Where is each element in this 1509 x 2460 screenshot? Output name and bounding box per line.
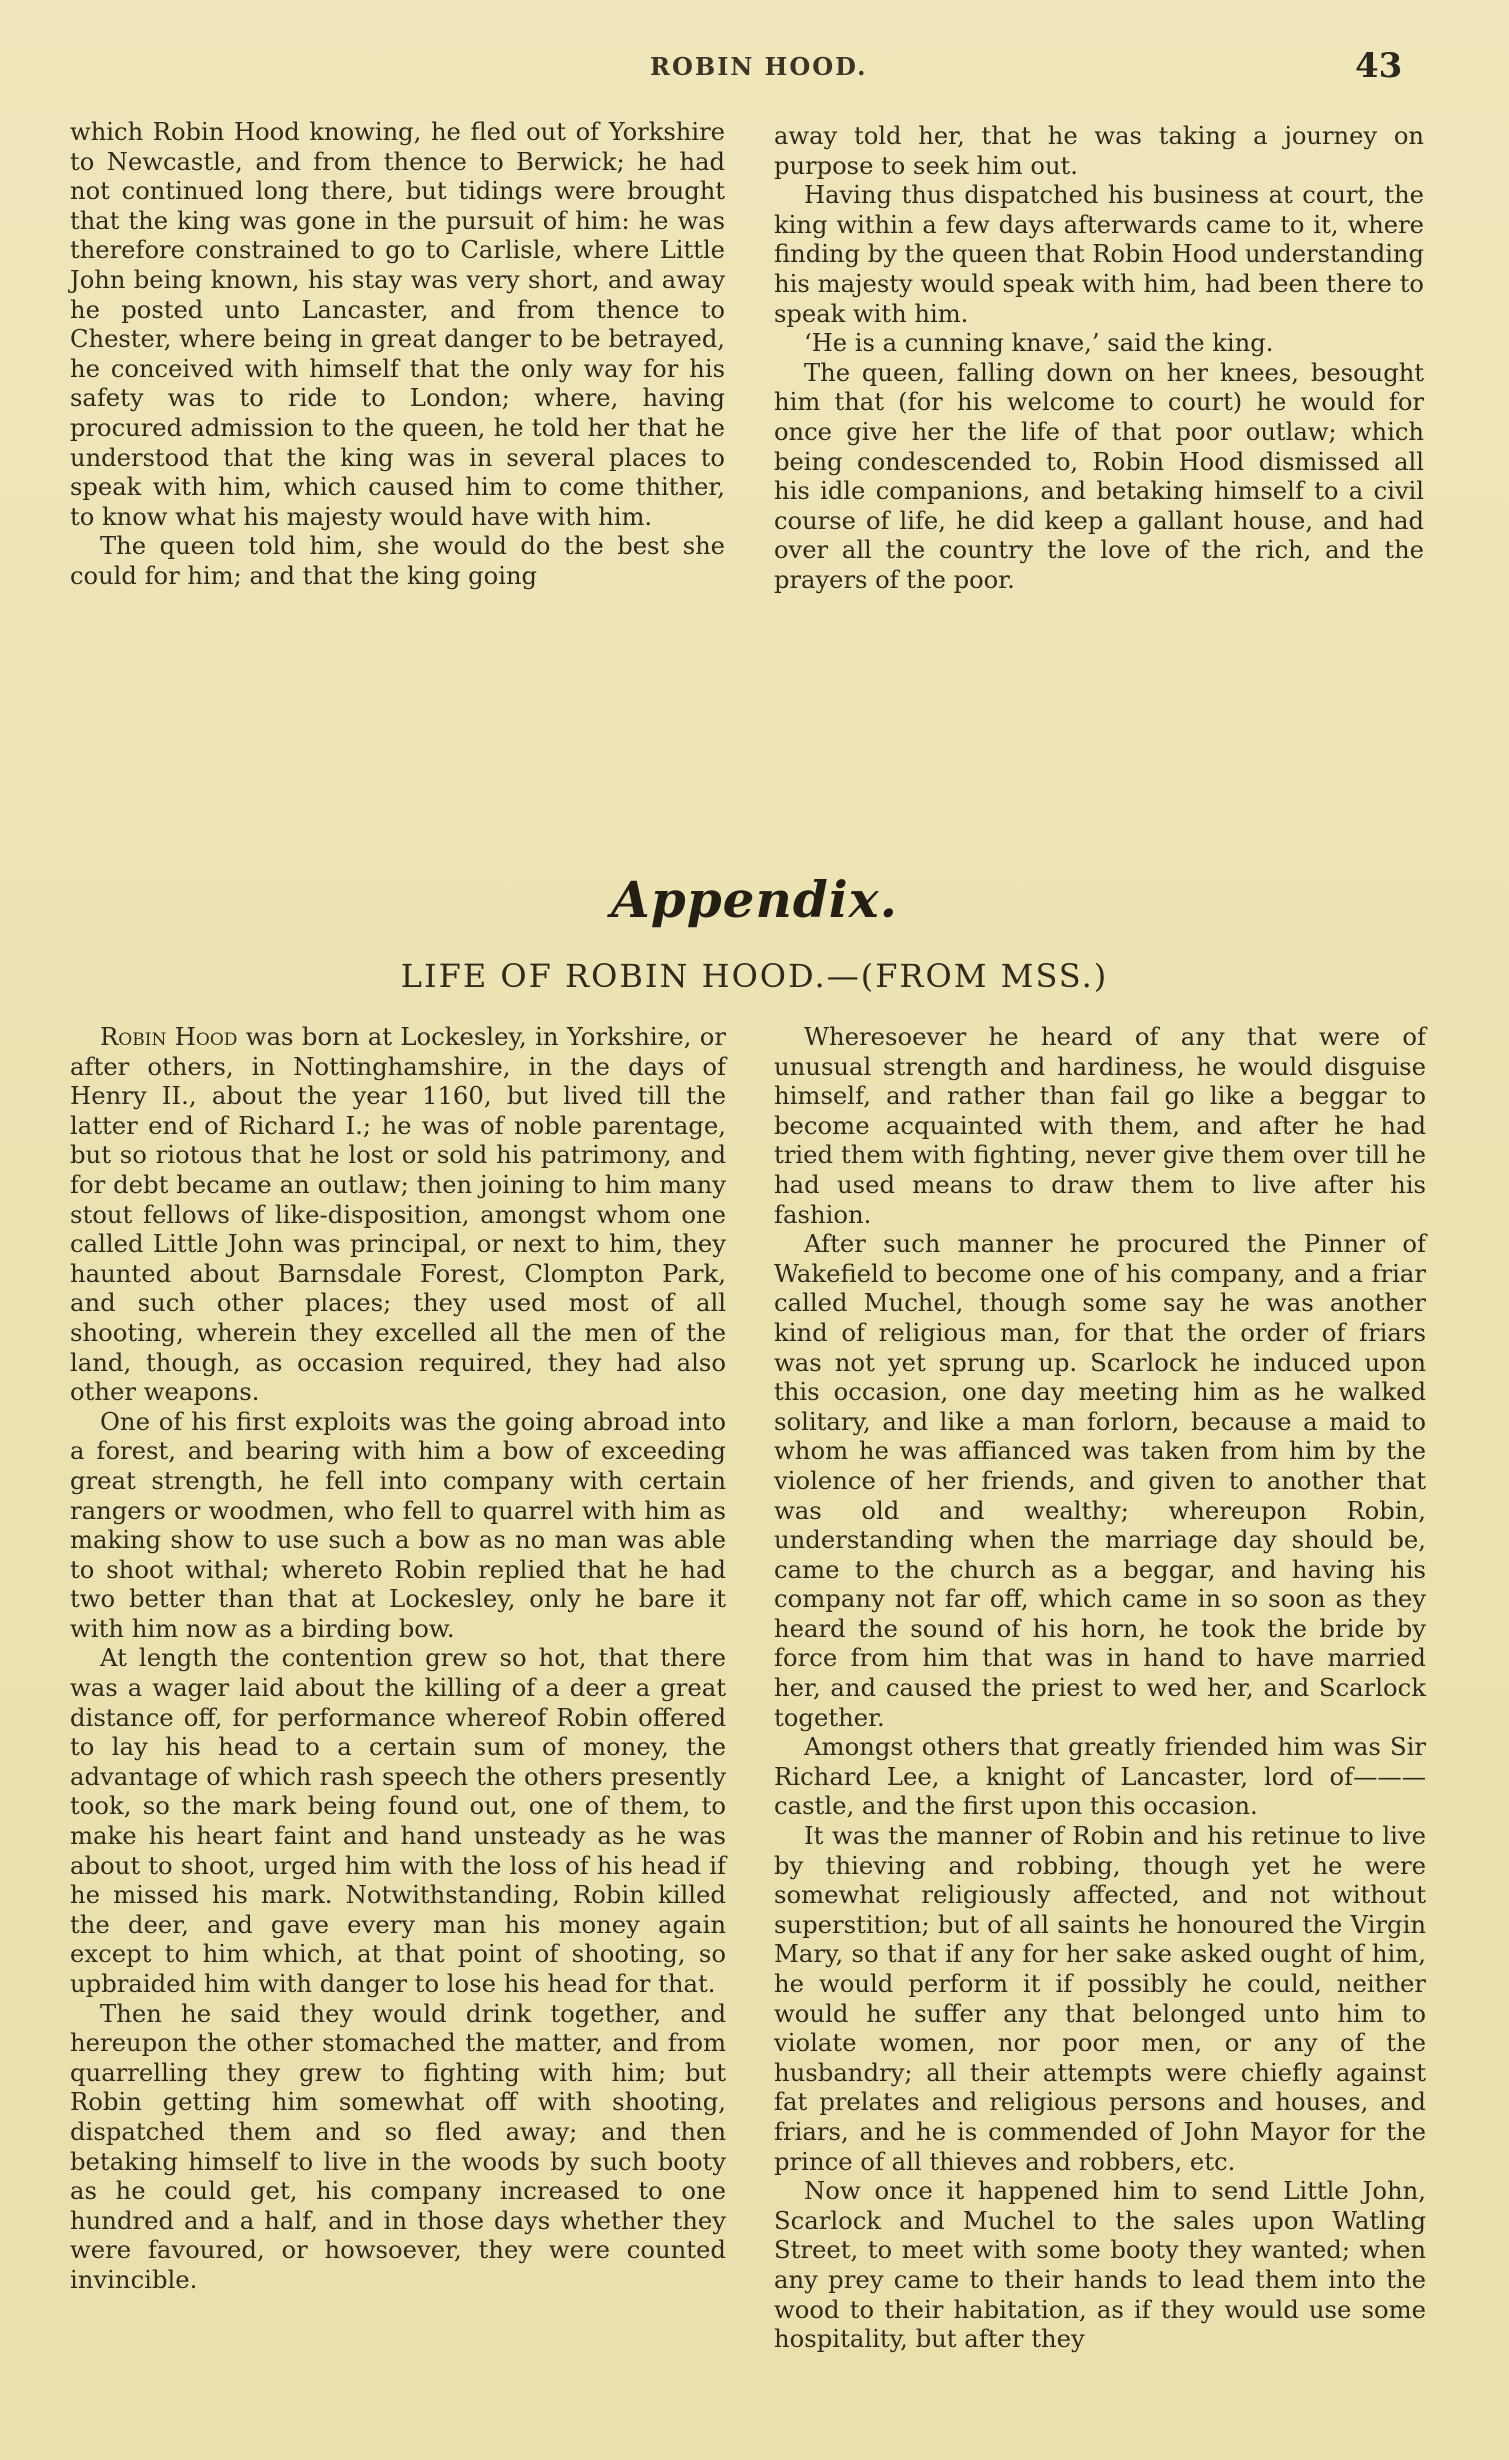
paragraph-text: was born at Lockesley, in Yorkshire, or after others, in Nottinghamshire, in the days of Henry II., about the year 1160, but lived till the latter end of Richard I.; he was of noble parentage, but so riotous that he lost or sold his patrimony, and for debt became an outlaw; then joining to him many stout fellows of like-disposition, amongst whom one called Little John was principal, or next to him, they haunted about Barnsdale Forest, Clompton Park, and such other places; they used most of all shooting, wherein they excelled all the men of the land, though, as occasion required, they had also other weapons. bbox=[70, 1022, 726, 1407]
lead-name: Robin Hood bbox=[100, 1022, 238, 1051]
paragraph: The queen, falling down on her knees, besought him that (for his welcome to court) he would for once give her the life of that poor outlaw; which being condescended to, Robin Hood dismissed all his idle companions, and betaking himself to a civil course of life, he did keep a gallant house, and had over all the country the love of the rich, and the prayers of the poor. bbox=[774, 358, 1424, 594]
paragraph: Having thus dispatched his business at court, the king within a few days afterwards came to it, where finding by the queen that Robin Hood understanding his majesty would speak with him, had been there to speak with him. bbox=[774, 181, 1424, 328]
top-right-column bbox=[774, 122, 1424, 596]
paragraph: Wheresoever he heard of any that were of unusual strength and hardiness, he would disguise himself, and rather than fail go like a beggar to become acquainted with them, and after he had tried them with fighting, never give them over till he had used means to draw them to live after his fashion. bbox=[774, 1022, 1426, 1229]
paragraph: One of his first exploits was the going abroad into a forest, and bearing with him a bow of exceeding great strength, he fell into company with certain rangers or woodmen, who fell to quarrel with him as making show to use such a bow as no man was able to shoot withal; whereto Robin replied that he had two better than that at Lockesley, only he bare it with him now as a birding bow. bbox=[70, 1406, 726, 1643]
bottom-left-column bbox=[70, 1022, 726, 2295]
bottom-right-column bbox=[774, 1022, 1426, 2354]
paragraph: The queen told him, she would do the best she could for him; and that the king going bbox=[70, 532, 725, 590]
paragraph: Amongst others that greatly friended him was Sir Richard Lee, a knight of Lancaster, lord of——— castle, and the first upon this occasion. bbox=[774, 1732, 1426, 1821]
appendix-heading: Appendix. bbox=[610, 870, 899, 929]
paragraph: After such manner he procured the Pinner of Wakefield to become one of his company, and a friar called Muchel, though some say he was another kind of religious man, for that the order of friars was not yet sprung up. Scarlock he induced upon this occasion, one day meeting him as he walked solitary, and like a man forlorn, because a maid to whom he was affianced was taken from him by the violence of her friends, and given to another that was old and wealthy; whereupon Robin, understanding when the marriage day should be, came to the church as a beggar, and having his company not far off, which came in so soon as they heard the sound of his horn, he took the bride by force from him that was in hand to have married her, and caused the priest to wed her, and Scarlock together. bbox=[774, 1229, 1426, 1732]
top-left-column bbox=[70, 118, 725, 592]
paragraph: which Robin Hood knowing, he fled out of Yorkshire to Newcastle, and from thence to Berwick; he had not continued long there, but tidings were brought that the king was gone in the pursuit of him: he was therefore constrained to go to Carlisle, where Little John being known, his stay was very short, and away he posted unto Lancaster, and from thence to Chester, where being in great danger to be betrayed, he conceived with himself that the only way for his safety was to ride to London; where, having procured admission to the queen, he told her that he understood that the king was in several places to speak with him, which caused him to come thither, to know what his majesty would have with him. bbox=[70, 118, 725, 531]
paragraph: ‘He is a cunning knave,’ said the king. bbox=[804, 329, 1274, 358]
paragraph bbox=[70, 1022, 726, 1407]
appendix-subtitle: LIFE OF ROBIN HOOD.—(FROM MSS.) bbox=[400, 957, 1109, 995]
paragraph: Then he said they would drink together, and hereupon the other stomached the matter, and from quarrelling they grew to fighting with him; but Robin getting him somewhat off with shooting, dispatched them and so fled away; and then betaking himself to live in the woods by such booty as he could get, his company increased to one hundred and a half, and in those days whether they were favoured, or howsoever, they were counted invincible. bbox=[70, 1998, 726, 2294]
running-title: ROBIN HOOD. bbox=[650, 52, 868, 81]
paragraph: Now once it happened him to send Little John, Scarlock and Muchel to the sales upon Watling Street, to meet with some booty they wanted; when any prey came to their hands to lead them into the wood to their habitation, as if they would use some hospitality, but after they bbox=[774, 2176, 1426, 2354]
paragraph: It was the manner of Robin and his retinue to live by thieving and robbing, though yet he were somewhat religiously affected, and not without superstition; but of all saints he honoured the Virgin Mary, so that if any for her sake asked ought of him, he would perform it if possibly he could, neither would he suffer any that belonged unto him to violate women, nor poor men, or any of the husbandry; all their attempts were chiefly against fat prelates and religious persons and houses, and friars, and he is commended of John Mayor for the prince of all thieves and robbers, etc. bbox=[774, 1821, 1426, 2176]
page-number: 43 bbox=[1355, 46, 1403, 86]
paragraph: away told her, that he was taking a journey on purpose to seek him out. bbox=[774, 122, 1424, 180]
paragraph: At length the contention grew so hot, that there was a wager laid about the killing of a deer a great distance off, for performance whereof Robin offered to lay his head to a certain sum of money, the advantage of which rash speech the others presently took, so the mark being found out, one of them, to make his heart faint and hand unsteady as he was about to shoot, urged him with the loss of his head if he missed his mark. Notwithstanding, Robin killed the deer, and gave every man his money again except to him which, at that point of shooting, so upbraided him with danger to lose his head for that. bbox=[70, 1643, 726, 1998]
